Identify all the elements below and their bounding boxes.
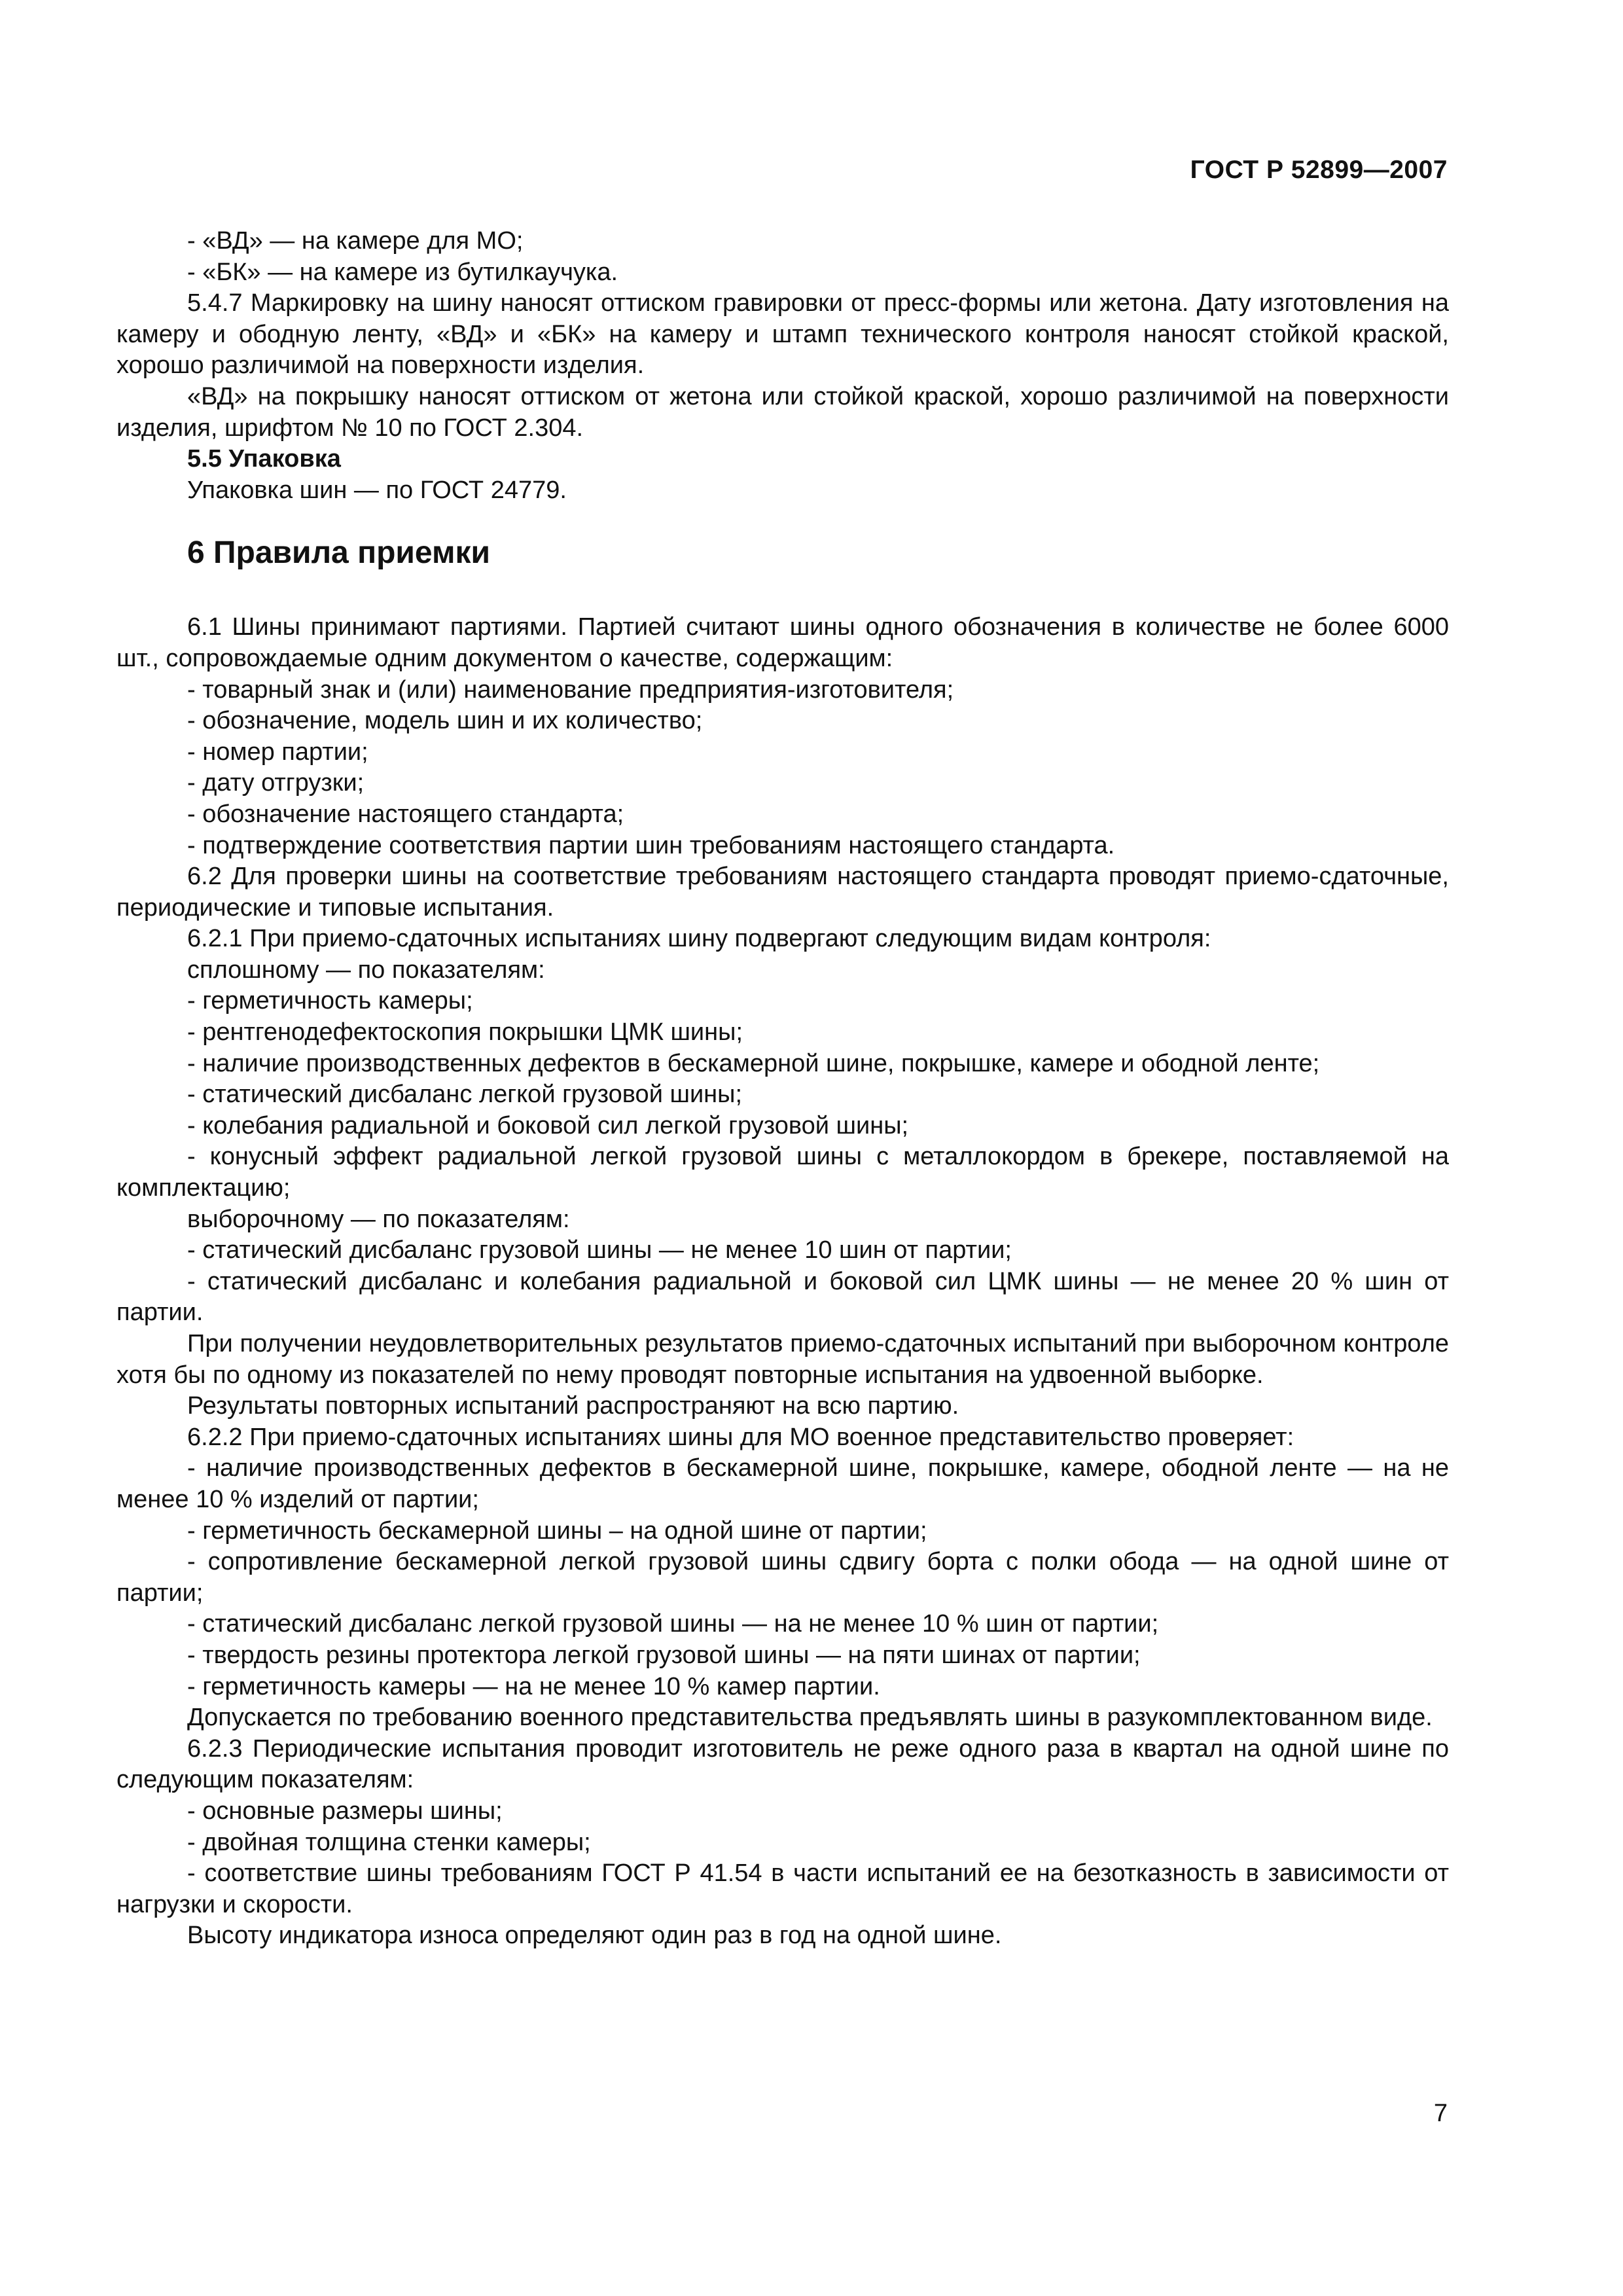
paragraph: - рентгенодефектоскопия покрышки ЦМК шины;: [187, 1018, 743, 1047]
paragraph: - «ВД» — на камере для МО;: [187, 227, 524, 255]
paragraph: - наличие производственных дефектов в бескамерной шине, покрышке, камере, ободной ленте — на не менее 10 % изделий от партии;: [116, 1454, 1449, 1513]
paragraph: выборочному — по показателям:: [187, 1205, 570, 1233]
paragraph: 6.2.1 При приемо-сдаточных испытаниях шину подвергают следующим видам контроля:: [187, 925, 1211, 953]
paragraph: 6.2.3 Периодические испытания проводит изготовитель не реже одного раза в квартал на одной шине по следующим показателям:: [116, 1734, 1449, 1794]
paragraph: Результаты повторных испытаний распространяют на всю партию.: [187, 1392, 959, 1420]
paragraph: - номер партии;: [187, 738, 368, 766]
paragraph: - статический дисбаланс легкой грузовой шины;: [187, 1081, 743, 1109]
subsection-text-5-5: Упаковка шин — по ГОСТ 24779.: [187, 476, 567, 504]
page-number: 7: [1433, 2100, 1448, 2127]
paragraph: - сопротивление бескамерной легкой грузовой шины сдвигу борта с полки обода — на одной шине от партии;: [116, 1548, 1449, 1607]
paragraph: сплошному — по показателям:: [187, 956, 545, 984]
paragraph: - дату отгрузки;: [187, 769, 365, 797]
paragraph: 6.1 Шины принимают партиями. Партией считают шины одного обозначения в количестве не более 6000 шт., сопровождаемые одним документом о качестве, содержащим:: [116, 613, 1449, 672]
paragraph: - статический дисбаланс легкой грузовой шины — на не менее 10 % шин от партии;: [187, 1610, 1159, 1638]
paragraph: - двойная толщина стенки камеры;: [187, 1828, 591, 1856]
section-title-6: 6 Правила приемки: [187, 535, 491, 571]
paragraph: 6.2 Для проверки шины на соответствие требованиям настоящего стандарта проводят приемо-сдаточные, периодические и типовые испытания.: [116, 863, 1449, 922]
paragraph: «ВД» на покрышку наносят оттиском от жетона или стойкой краской, хорошо различимой на поверхности изделия, шрифтом № 10 по ГОСТ 2.304.: [116, 382, 1449, 442]
paragraph: - статический дисбаланс и колебания радиальной и боковой сил ЦМК шины — не менее 20 % шин от партии.: [116, 1267, 1449, 1327]
paragraph: - статический дисбаланс грузовой шины — не менее 10 шин от партии;: [187, 1236, 1012, 1265]
document-body: [116, 226, 1449, 1952]
paragraph: - товарный знак и (или) наименование предприятия-изготовителя;: [187, 675, 954, 704]
paragraph: - наличие производственных дефектов в бескамерной шине, покрышке, камере и ободной ленте;: [187, 1049, 1320, 1077]
paragraph: 5.4.7 Маркировку на шину наносят оттиском гравировки от пресс-формы или жетона. Дату изготовления на камеру и ободную ленту, «ВД» и «БК» на камеру и штамп технического контроля наносят стойкой краской, хорошо различимой на поверхности изделия.: [116, 289, 1449, 380]
paragraph: - твердость резины протектора легкой грузовой шины — на пяти шинах от партии;: [187, 1641, 1141, 1669]
paragraph: - герметичность камеры — на не менее 10 % камер партии.: [187, 1672, 880, 1700]
paragraph: - соответствие шины требованиям ГОСТ Р 41.54 в части испытаний ее на безотказность в зависимости от нагрузки и скорости.: [116, 1859, 1449, 1918]
paragraph: - конусный эффект радиальной легкой грузовой шины с металлокордом в брекере, поставляемой на комплектацию;: [116, 1143, 1449, 1202]
paragraph: - подтверждение соответствия партии шин требованиям настоящего стандарта.: [187, 831, 1115, 859]
paragraph: - обозначение настоящего стандарта;: [187, 800, 624, 828]
paragraph: Высоту индикатора износа определяют один раз в год на одной шине.: [187, 1922, 1002, 1950]
subsection-title-5-5: 5.5 Упаковка: [187, 445, 341, 473]
document-code-header: ГОСТ Р 52899—2007: [1190, 156, 1448, 184]
paragraph: - обозначение, модель шин и их количество;: [187, 707, 703, 735]
paragraph: При получении неудовлетворительных результатов приемо-сдаточных испытаний при выборочном контроле хотя бы по одному из показателей по нему проводят повторные испытания на удвоенной выборке.: [116, 1330, 1449, 1389]
paragraph: - герметичность бескамерной шины – на одной шине от партии;: [187, 1516, 927, 1545]
paragraph: - «БК» — на камере из бутилкаучука.: [187, 258, 618, 286]
paragraph: - основные размеры шины;: [187, 1797, 503, 1825]
paragraph: Допускается по требованию военного представительства предъявлять шины в разукомплектованном виде.: [187, 1704, 1433, 1732]
paragraph: - герметичность камеры;: [187, 987, 473, 1015]
paragraph: 6.2.2 При приемо-сдаточных испытаниях шины для МО военное представительство проверяет:: [187, 1423, 1294, 1451]
paragraph: - колебания радиальной и боковой сил легкой грузовой шины;: [187, 1111, 909, 1139]
section-6-paragraphs: [116, 612, 1449, 1952]
top-paragraphs: [116, 226, 1449, 444]
